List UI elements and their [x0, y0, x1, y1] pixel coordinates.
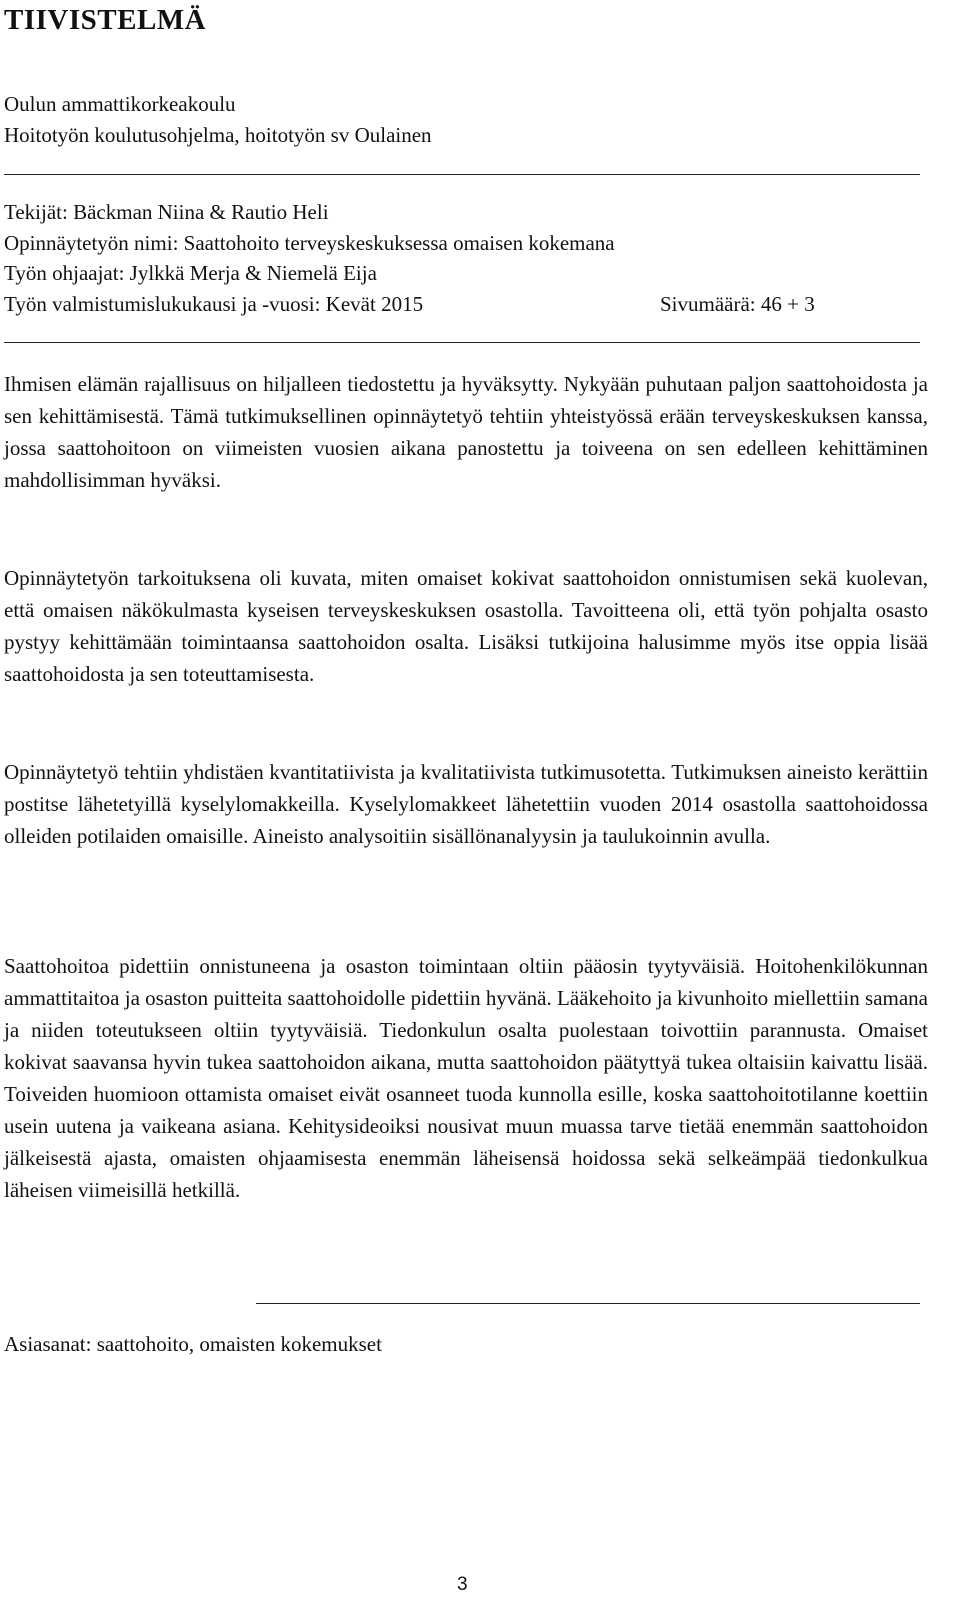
completion-text: Työn valmistumislukukausi ja -vuosi: Kevät 2015 [4, 292, 424, 316]
keywords-text: Asiasanat: saattohoito, omaisten kokemukset [4, 1332, 382, 1356]
divider-bottom [256, 1303, 920, 1304]
abstract-paragraph-2: Opinnäytetyön tarkoituksena oli kuvata, miten omaiset kokivat saattohoidon onnistumisen sekä kuolevan, että omaisen näkökulmasta kyseisen terveyskeskuksen osastolla. Tavoitteena oli, että työn pohjalta osasto pystyy kehittämään toimintaansa saattohoidon osalta. Lisäksi tutkijoina halusimme myös itse oppia lisää saattohoidosta ja sen toteuttamisesta. [4, 566, 928, 686]
divider-middle [4, 342, 920, 343]
abstract-paragraph-4: Saattohoitoa pidettiin onnistuneena ja osaston toimintaan oltiin pääosin tyytyväisiä. Hoitohenkilökunnan ammattitaitoa ja osaston puitteita saattohoidolle pidettiin hyvänä. Lääkehoito ja kivunhoito miellettiin samana ja niiden toteutukseen oltiin tyytyväisiä. Tiedonkulun osalta puolestaan toivottiin parannusta. Omaiset kokivat saavansa hyvin tukea saattohoidon aikana, mutta saattohoidon päätyttyä tukea oltaisiin kaivattu lisää. Toiveiden huomioon ottamista omaiset eivät osanneet tuoda kunnolla esille, koska saattohoitotilanne koettiin usein uutena ja vaikeana asiana. Kehitysideoiksi nousivat muun muassa tarve tietää enemmän saattohoidon jälkeisestä ajasta, omaisten ohjaamisesta enemmän läheisensä hoidossa sekä selkeämpää tiedonkulkua läheisen viimeisillä hetkillä. [4, 954, 928, 1202]
page-number: 3 [457, 1574, 468, 1595]
abstract-paragraph-1: Ihmisen elämän rajallisuus on hiljalleen tiedostettu ja hyväksytty. Nykyään puhutaan paljon saattohoidosta ja sen kehittämisestä. Tämä tutkimuksellinen opinnäytetyö tehtiin yhteistyössä erään terveyskeskuksen kanssa, jossa saattohoitoon on viimeisten vuosien aikana panostettu ja toiveena on sen edelleen kehittäminen mahdollisimman hyväksi. [4, 372, 928, 492]
programme-text: Hoitotyön koulutusohjelma, hoitotyön sv Oulainen [4, 123, 432, 147]
page-title: TIIVISTELMÄ [4, 4, 207, 36]
authors-text: Tekijät: Bäckman Niina & Rautio Heli [4, 200, 329, 224]
page-count-text: Sivumäärä: 46 + 3 [660, 292, 815, 316]
divider-top [4, 174, 920, 175]
supervisors-text: Työn ohjaajat: Jylkkä Merja & Niemelä Eija [4, 261, 377, 285]
abstract-paragraph-3: Opinnäytetyö tehtiin yhdistäen kvantitatiivista ja kvalitatiivista tutkimusotetta. Tutkimuksen aineisto kerättiin postitse lähetetyillä kyselylomakkeilla. Kyselylomakkeet lähetettiin vuoden 2014 osastolla saattohoidossa olleiden potilaiden omaisille. Aineisto analysoitiin sisällönanalyysin ja taulukoinnin avulla. [4, 760, 928, 848]
thesis-title-text: Opinnäytetyön nimi: Saattohoito terveyskeskuksessa omaisen kokemana [4, 231, 615, 255]
institution-text: Oulun ammattikorkeakoulu [4, 92, 236, 116]
